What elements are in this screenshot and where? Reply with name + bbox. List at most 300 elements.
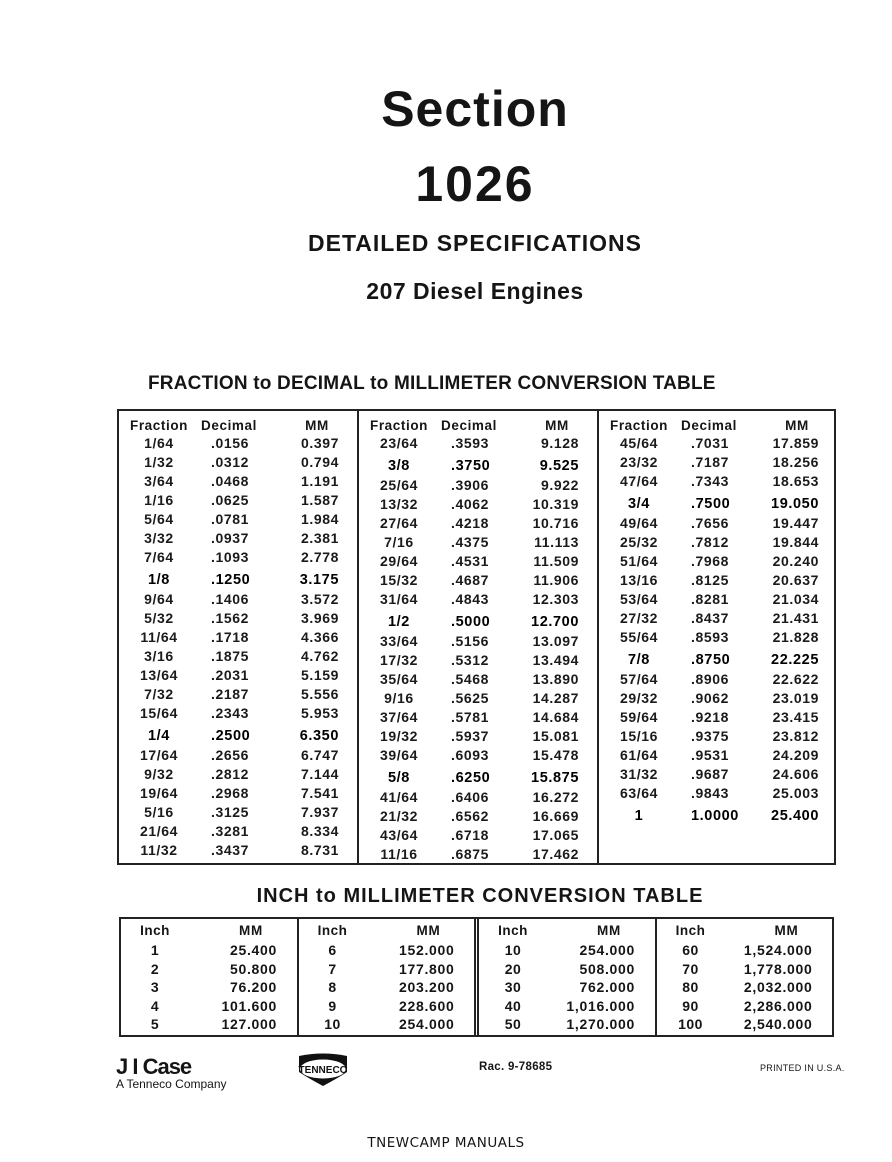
decimal-cell: .2343 — [211, 704, 250, 721]
decimal-cell: .2500 — [211, 727, 251, 744]
table-row — [121, 941, 297, 960]
mm-cell: 17.462 — [532, 845, 579, 862]
inch-cell: 20 — [504, 960, 522, 977]
fraction-cell: 1/2 — [388, 613, 410, 630]
decimal-cell: .0625 — [211, 491, 250, 508]
table-row — [599, 783, 837, 802]
decimal-cell: .7968 — [691, 552, 730, 569]
fraction-table-column — [599, 411, 837, 863]
mm-cell: 25.400 — [229, 942, 277, 959]
fraction-cell: 63/64 — [619, 784, 659, 801]
fraction-cell: 33/64 — [379, 632, 419, 649]
fraction-cell: 21/32 — [379, 807, 419, 824]
fraction-cell: 61/64 — [619, 746, 659, 763]
table-row — [599, 627, 837, 646]
fraction-cell: 1/8 — [148, 571, 170, 588]
inch-cell: 5 — [150, 1016, 160, 1033]
mm-cell: 23.019 — [772, 689, 819, 706]
mm-cell: 24.209 — [772, 746, 819, 763]
tenneco-shield-icon — [296, 1052, 350, 1088]
column-header-row — [599, 411, 837, 433]
fraction-cell: 49/64 — [619, 514, 659, 531]
inch-cell: 8 — [328, 979, 337, 996]
decimal-cell: .2812 — [211, 765, 250, 782]
table-row — [599, 471, 837, 490]
table-row — [121, 1015, 297, 1034]
fraction-cell: 19/64 — [139, 784, 179, 801]
table-row — [119, 608, 357, 627]
fraction-cell: 25/64 — [379, 476, 419, 493]
column-header: MM — [597, 923, 621, 938]
inch-table-column — [479, 919, 657, 1035]
mm-cell: 1.587 — [300, 491, 339, 508]
inch-conversion-table — [119, 917, 834, 1037]
fraction-cell: 23/32 — [619, 453, 659, 470]
mm-cell: 10.716 — [532, 514, 579, 531]
table-row — [359, 745, 597, 764]
fraction-cell: 53/64 — [619, 590, 659, 607]
fraction-cell: 1/16 — [144, 491, 174, 508]
fraction-cell: 1/64 — [144, 434, 174, 451]
inch-cell: 1 — [150, 942, 160, 959]
table-row — [119, 490, 357, 509]
decimal-cell: .5625 — [451, 689, 490, 706]
mm-cell: 16.272 — [532, 788, 579, 805]
table-row — [119, 783, 357, 802]
fraction-cell: 9/32 — [144, 765, 174, 782]
mm-cell: 20.637 — [772, 571, 819, 588]
mm-cell: 7.937 — [300, 803, 339, 820]
fraction-cell: 31/64 — [379, 590, 419, 607]
column-header: Fraction — [609, 418, 669, 433]
fraction-cell: 1/32 — [144, 453, 174, 470]
column-header: Inch — [140, 923, 170, 938]
column-header: MM — [545, 418, 569, 433]
table-row — [119, 745, 357, 764]
mm-cell: 8.731 — [300, 841, 339, 858]
table-row — [119, 528, 357, 547]
table-row — [479, 1015, 655, 1034]
decimal-cell: .7656 — [691, 514, 730, 531]
fraction-cell: 15/64 — [139, 704, 179, 721]
column-header: MM — [239, 923, 263, 938]
mm-cell: 10.319 — [532, 495, 579, 512]
fraction-cell: 5/8 — [388, 769, 410, 786]
decimal-cell: .1250 — [211, 571, 251, 588]
fraction-cell: 35/64 — [379, 670, 419, 687]
decimal-cell: .8906 — [691, 670, 730, 687]
fraction-cell: 15/16 — [619, 727, 659, 744]
mm-cell: 5.953 — [300, 704, 339, 721]
table-row — [119, 646, 357, 665]
column-header-row — [299, 923, 475, 941]
decimal-cell: .1562 — [211, 609, 250, 626]
mm-cell: 203.200 — [398, 979, 455, 996]
mm-cell: 3.175 — [299, 571, 339, 588]
brand-name: J I Case — [116, 1054, 192, 1079]
table-row — [119, 547, 357, 566]
mm-cell: 20.240 — [772, 552, 819, 569]
table-row — [599, 494, 837, 513]
inch-cell: 40 — [504, 997, 522, 1014]
mm-cell: 2,032.000 — [743, 979, 813, 996]
mm-cell: 2,286.000 — [743, 997, 813, 1014]
mm-cell: 19.050 — [771, 495, 819, 512]
logo-text: TENNECO — [298, 1065, 348, 1076]
table-row — [599, 745, 837, 764]
part-number: Rac. 9-78685 — [479, 1061, 553, 1073]
decimal-cell: .9687 — [691, 765, 730, 782]
mm-cell: 5.159 — [300, 666, 339, 683]
decimal-cell: .6718 — [451, 826, 490, 843]
mm-cell: 18.256 — [772, 453, 819, 470]
mm-cell: 14.684 — [532, 708, 579, 725]
mm-cell: 6.350 — [299, 727, 339, 744]
table-row — [119, 589, 357, 608]
table-row — [599, 433, 837, 452]
inch-cell: 90 — [682, 997, 699, 1014]
table-row — [119, 627, 357, 646]
fraction-cell: 11/32 — [140, 841, 178, 858]
table-row — [119, 684, 357, 703]
decimal-cell: .1093 — [211, 548, 250, 565]
printed-notice: PRINTED IN U.S.A. — [760, 1063, 845, 1073]
decimal-cell: .3906 — [451, 476, 490, 493]
table-row — [119, 764, 357, 783]
decimal-cell: 1.0000 — [691, 807, 739, 824]
inch-cell: 2 — [150, 960, 160, 977]
column-header: Decimal — [441, 418, 497, 433]
table-row — [599, 551, 837, 570]
column-header-row — [119, 411, 357, 433]
inch-table-title: INCH to MILLIMETER CONVERSION TABLE — [256, 885, 704, 907]
fraction-cell: 5/32 — [144, 609, 174, 626]
fraction-cell: 3/64 — [144, 472, 174, 489]
column-header: MM — [785, 418, 809, 433]
column-header: Fraction — [129, 418, 189, 433]
column-header: MM — [305, 418, 329, 433]
fraction-cell: 39/64 — [379, 746, 419, 763]
table-row — [359, 631, 597, 650]
table-row — [599, 707, 837, 726]
mm-cell: 50.800 — [229, 960, 277, 977]
fraction-cell: 7/32 — [144, 685, 174, 702]
mm-cell: 3.572 — [300, 590, 339, 607]
fraction-table-column — [119, 411, 359, 863]
table-row — [121, 997, 297, 1016]
decimal-cell: .2968 — [211, 784, 250, 801]
table-row — [119, 433, 357, 452]
column-header: Inch — [498, 923, 528, 938]
decimal-cell: .0312 — [211, 453, 250, 470]
decimal-cell: .5156 — [451, 632, 490, 649]
table-row — [599, 650, 837, 669]
table-row — [359, 825, 597, 844]
table-row — [119, 452, 357, 471]
column-header: Decimal — [201, 418, 257, 433]
column-header: Inch — [317, 923, 348, 938]
column-header: Inch — [675, 923, 706, 938]
table-row — [359, 433, 597, 452]
mm-cell: 22.225 — [771, 651, 819, 668]
mm-cell: 4.762 — [300, 647, 339, 664]
inch-cell: 30 — [504, 979, 522, 996]
inch-cell: 80 — [682, 979, 699, 996]
decimal-cell: .4843 — [451, 590, 490, 607]
mm-cell: 13.890 — [532, 670, 579, 687]
table-row — [599, 688, 837, 707]
table-row — [121, 960, 297, 979]
decimal-cell: .6875 — [451, 845, 490, 862]
decimal-cell: .7812 — [691, 533, 730, 550]
fraction-cell: 15/32 — [379, 571, 419, 588]
mm-cell: 11.113 — [534, 533, 579, 550]
mm-cell: 2.381 — [300, 529, 339, 546]
decimal-cell: .4687 — [451, 571, 490, 588]
mm-cell: 14.287 — [532, 689, 579, 706]
inch-table-column — [657, 919, 833, 1035]
fraction-cell: 51/64 — [619, 552, 659, 569]
fraction-cell: 13/32 — [379, 495, 419, 512]
table-row — [119, 840, 357, 859]
table-row — [479, 941, 655, 960]
inch-cell: 10 — [504, 942, 522, 959]
mm-cell: 19.447 — [772, 514, 819, 531]
column-header: Fraction — [369, 418, 429, 433]
fraction-cell: 29/32 — [619, 689, 659, 706]
page-subtitle: DETAILED SPECIFICATIONS — [308, 230, 642, 256]
table-row — [479, 997, 655, 1016]
fraction-cell: 7/64 — [144, 548, 174, 565]
fraction-cell: 17/32 — [379, 651, 419, 668]
mm-cell: 13.494 — [532, 651, 579, 668]
mm-cell: 7.144 — [300, 765, 339, 782]
mm-cell: 1.984 — [300, 510, 339, 527]
decimal-cell: .7343 — [691, 472, 730, 489]
table-row — [359, 532, 597, 551]
mm-cell: 9.525 — [539, 457, 579, 474]
table-row — [599, 452, 837, 471]
mm-cell: 16.669 — [532, 807, 579, 824]
fraction-cell: 3/16 — [144, 647, 174, 664]
mm-cell: 18.653 — [772, 472, 819, 489]
mm-cell: 21.034 — [772, 590, 819, 607]
mm-cell: 17.859 — [772, 434, 819, 451]
table-row — [299, 941, 475, 960]
decimal-cell: .4375 — [451, 533, 490, 550]
decimal-cell: .3437 — [211, 841, 250, 858]
fraction-cell: 3/8 — [388, 457, 410, 474]
table-row — [359, 513, 597, 532]
table-row — [299, 960, 475, 979]
table-row — [359, 612, 597, 631]
mm-cell: 8.334 — [300, 822, 339, 839]
fraction-cell: 1/4 — [148, 727, 170, 744]
mm-cell: 101.600 — [221, 997, 277, 1014]
table-row — [119, 802, 357, 821]
table-row — [359, 494, 597, 513]
fraction-cell: 29/64 — [379, 552, 419, 569]
mm-cell: 12.303 — [532, 590, 579, 607]
decimal-cell: .3281 — [211, 822, 250, 839]
mm-cell: 23.812 — [772, 727, 819, 744]
mm-cell: 152.000 — [398, 942, 455, 959]
table-row — [657, 997, 833, 1016]
table-row — [359, 707, 597, 726]
table-row — [359, 589, 597, 608]
table-row — [359, 650, 597, 669]
table-row — [359, 844, 597, 863]
mm-cell: 9.128 — [540, 434, 579, 451]
fraction-cell: 9/16 — [384, 689, 414, 706]
table-row — [119, 726, 357, 745]
column-header: MM — [774, 923, 799, 938]
fraction-cell: 27/32 — [619, 609, 659, 626]
fraction-cell: 13/16 — [619, 571, 659, 588]
decimal-cell: .8125 — [691, 571, 730, 588]
table-row — [479, 960, 655, 979]
mm-cell: 1.191 — [300, 472, 339, 489]
inch-cell: 7 — [328, 960, 337, 977]
decimal-cell: .7031 — [691, 434, 730, 451]
table-row — [599, 608, 837, 627]
inch-cell: 10 — [324, 1016, 341, 1033]
mm-cell: 17.065 — [532, 826, 579, 843]
table-row — [359, 551, 597, 570]
decimal-cell: .7187 — [691, 453, 730, 470]
table-row — [599, 764, 837, 783]
mm-cell: 15.875 — [531, 769, 579, 786]
decimal-cell: .2187 — [211, 685, 250, 702]
mm-cell: 7.541 — [300, 784, 339, 801]
table-row — [599, 513, 837, 532]
fraction-cell: 11/64 — [140, 628, 178, 645]
decimal-cell: .5468 — [451, 670, 490, 687]
mm-cell: 1,778.000 — [743, 960, 813, 977]
mm-cell: 13.097 — [532, 632, 579, 649]
mm-cell: 15.081 — [532, 727, 579, 744]
fraction-cell: 31/32 — [619, 765, 659, 782]
column-header-row — [121, 923, 297, 941]
fraction-cell: 57/64 — [619, 670, 659, 687]
mm-cell: 2.778 — [300, 548, 339, 565]
mm-cell: 508.000 — [579, 960, 635, 977]
decimal-cell: .2656 — [211, 746, 250, 763]
fraction-cell: 23/64 — [379, 434, 419, 451]
table-row — [599, 570, 837, 589]
mm-cell: 254.000 — [579, 942, 635, 959]
decimal-cell: .3125 — [211, 803, 250, 820]
table-row — [657, 941, 833, 960]
column-header-row — [479, 923, 655, 941]
decimal-cell: .0781 — [211, 510, 250, 527]
section-label: Section — [381, 81, 569, 137]
table-row — [479, 978, 655, 997]
table-row — [119, 471, 357, 490]
fraction-cell: 47/64 — [619, 472, 659, 489]
mm-cell: 11.509 — [533, 552, 579, 569]
mm-cell: 19.844 — [772, 533, 819, 550]
decimal-cell: .9375 — [691, 727, 730, 744]
mm-cell: 15.478 — [532, 746, 579, 763]
table-row — [599, 726, 837, 745]
mm-cell: 25.400 — [771, 807, 819, 824]
watermark-text: TNEWCAMP MANUALS — [367, 1135, 525, 1151]
table-row — [121, 978, 297, 997]
mm-cell: 0.397 — [300, 434, 339, 451]
decimal-cell: .4531 — [451, 552, 490, 569]
fraction-cell: 25/32 — [619, 533, 659, 550]
inch-cell: 9 — [328, 997, 337, 1014]
decimal-cell: .1875 — [211, 647, 250, 664]
decimal-cell: .9062 — [691, 689, 730, 706]
mm-cell: 1,016.000 — [566, 997, 635, 1014]
inch-cell: 70 — [682, 960, 699, 977]
table-row — [599, 589, 837, 608]
mm-cell: 228.600 — [398, 997, 455, 1014]
decimal-cell: .1406 — [211, 590, 250, 607]
table-row — [299, 978, 475, 997]
fraction-cell: 41/64 — [379, 788, 419, 805]
mm-cell: 76.200 — [229, 979, 277, 996]
table-row — [119, 665, 357, 684]
decimal-cell: .8281 — [691, 590, 730, 607]
inch-cell: 6 — [328, 942, 337, 959]
mm-cell: 177.800 — [398, 960, 455, 977]
decimal-cell: .6093 — [451, 746, 490, 763]
fraction-cell: 5/16 — [144, 803, 174, 820]
mm-cell: 254.000 — [398, 1016, 455, 1033]
decimal-cell: .3750 — [451, 457, 491, 474]
table-row — [119, 703, 357, 722]
mm-cell: 9.922 — [540, 476, 579, 493]
fraction-cell: 3/32 — [144, 529, 174, 546]
column-header: Decimal — [681, 418, 737, 433]
mm-cell: 24.606 — [772, 765, 819, 782]
decimal-cell: .8593 — [691, 628, 730, 645]
decimal-cell: .6562 — [451, 807, 490, 824]
mm-cell: 22.622 — [772, 670, 819, 687]
table-row — [599, 669, 837, 688]
inch-cell: 3 — [150, 979, 160, 996]
section-number: 1026 — [415, 156, 535, 212]
fraction-cell: 11/16 — [380, 845, 418, 862]
inch-cell: 4 — [150, 997, 160, 1014]
decimal-cell: .4218 — [451, 514, 490, 531]
inch-table-column — [299, 919, 480, 1035]
mm-cell: 1,270.000 — [566, 1016, 635, 1033]
table-row — [359, 768, 597, 787]
decimal-cell: .2031 — [211, 666, 250, 683]
table-row — [359, 806, 597, 825]
mm-cell: 4.366 — [300, 628, 339, 645]
decimal-cell: .1718 — [211, 628, 250, 645]
table-row — [119, 509, 357, 528]
table-row — [359, 475, 597, 494]
fraction-cell: 7/16 — [384, 533, 414, 550]
decimal-cell: .6250 — [451, 769, 491, 786]
engine-title: 207 Diesel Engines — [366, 278, 584, 304]
table-row — [359, 726, 597, 745]
table-row — [359, 688, 597, 707]
mm-cell: 11.906 — [533, 571, 579, 588]
fraction-cell: 59/64 — [619, 708, 659, 725]
decimal-cell: .6406 — [451, 788, 490, 805]
decimal-cell: .4062 — [451, 495, 490, 512]
mm-cell: 6.747 — [300, 746, 339, 763]
mm-cell: 127.000 — [221, 1016, 277, 1033]
decimal-cell: .0468 — [211, 472, 250, 489]
